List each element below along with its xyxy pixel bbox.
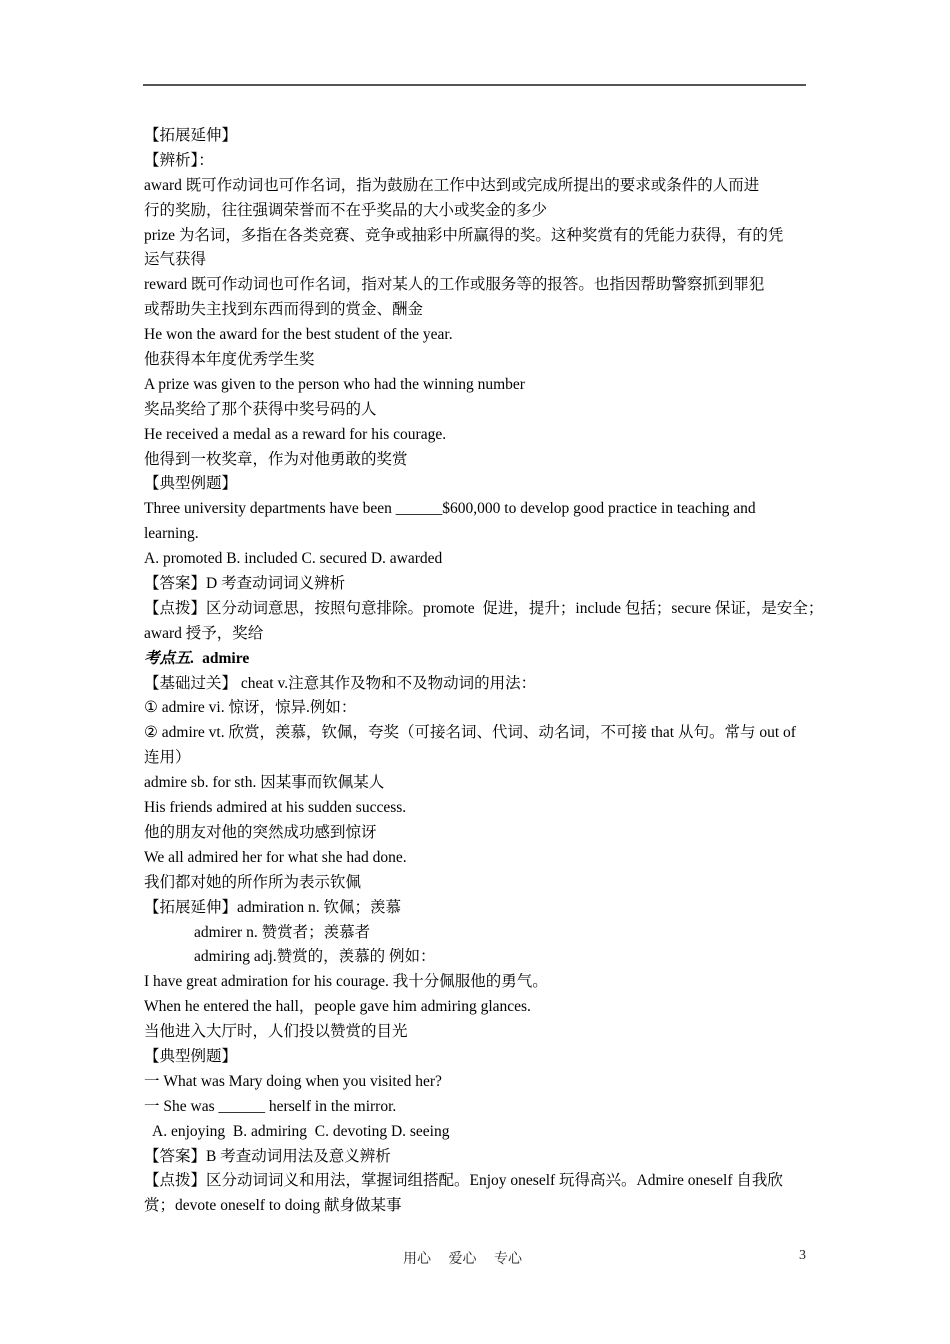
section-title <box>144 647 816 672</box>
basics-heading: 【基础过关】 cheat v.注意其作及物和不及物动词的用法： <box>144 674 537 692</box>
footer-motto <box>403 1248 536 1268</box>
example-translation: 我们都对她的所作所为表示钦佩 <box>144 873 362 891</box>
example-sentence: We all admired her for what she had done. <box>144 848 407 866</box>
question-line-1: Three university departments have been ______$600,000 to develop good practice in teaching and <box>144 500 756 518</box>
extension-heading: 【拓展延伸】 <box>144 127 238 144</box>
extension-line-3: admiring adj.赞赏的，羡慕的 例如： <box>194 948 436 966</box>
example-sentence: He won the award for the best student of the year. <box>144 326 453 344</box>
hint-line-2: award 授予，奖给 <box>144 624 264 642</box>
usage-item-2-line-2: 连用） <box>144 749 191 767</box>
award-definition-line-1: award 既可作动词也可作名词，指为鼓励在工作中达到或完成所提出的要求或条件的人而进 <box>144 176 760 194</box>
usage-item-1: ① admire vi. 惊讶，惊异.例如： <box>144 699 357 717</box>
extension-example: When he entered the hall，people gave him admiring glances. <box>144 998 531 1016</box>
example-translation: 他的朋友对他的突然成功感到惊讶 <box>144 823 377 841</box>
hint-line-2: 赏；devote oneself to doing 献身做某事 <box>144 1197 402 1215</box>
phrase-line: admire sb. for sth. 因某事而钦佩某人 <box>144 774 385 792</box>
dialog-line-2: 一 She was ______ herself in the mirror. <box>144 1097 397 1115</box>
footer-motto-word: 专心 <box>494 1252 522 1267</box>
header-rule <box>143 84 806 86</box>
hint-line-1: 【点拨】区分动词意思，按照句意排除。promote 促进，提升；include 包括；secure 保证，是安全； <box>144 599 824 617</box>
example-translation: 他得到一枚奖章，作为对他勇敢的奖赏 <box>144 450 408 468</box>
example-translation: 他获得本年度优秀学生奖 <box>144 351 315 369</box>
example-sentence: His friends admired at his sudden success. <box>144 799 407 817</box>
section-keyword: admire <box>202 649 250 667</box>
answer-options: A. promoted B. included C. secured D. awarded <box>144 550 443 568</box>
award-definition-line-2: 行的奖励，往往强调荣誉而不在乎奖品的大小或奖金的多少 <box>144 201 548 219</box>
example-sentence: He received a medal as a reward for his courage. <box>144 425 447 443</box>
question-line-2: learning. <box>144 525 199 543</box>
prize-definition-line-2: 运气获得 <box>144 251 207 269</box>
section-number: 考点五. <box>144 649 195 667</box>
reward-definition-line-1: reward 既可作动词也可作名词，指对某人的工作或服务等的报答。也指因帮助警察抓到罪犯 <box>144 276 765 294</box>
page-number: 3 <box>799 1248 806 1263</box>
typical-example-heading: 【典型例题】 <box>144 1047 238 1065</box>
document-body <box>144 124 824 1219</box>
dialog-line-1: 一 What was Mary doing when you visited her? <box>144 1072 442 1090</box>
answer-key: 【答案】B 考查动词用法及意义辨析 <box>144 1147 391 1165</box>
prize-definition-line-1: prize 为名词，多指在各类竞赛、竞争或抽彩中所赢得的奖。这种奖赏有的凭能力获得，有的凭 <box>144 226 784 244</box>
footer-motto-word: 爱心 <box>448 1252 477 1267</box>
typical-example-heading: 【典型例题】 <box>144 475 238 493</box>
extension-line-1: 【拓展延伸】admiration n. 钦佩；羡慕 <box>144 898 402 916</box>
footer-motto-word: 用心 <box>403 1252 431 1267</box>
analysis-heading: 【辨析】： <box>144 151 214 169</box>
extension-example: I have great admiration for his courage. 我十分佩服他的勇气。 <box>144 973 548 991</box>
reward-definition-line-2: 或帮助失主找到东西而得到的赏金、酬金 <box>144 301 424 319</box>
example-sentence: A prize was given to the person who had the winning number <box>144 375 525 393</box>
hint-line-1: 【点拨】区分动词词义和用法，掌握词组搭配。Enjoy oneself 玩得高兴。Admire oneself 自我欣 <box>144 1172 783 1190</box>
extension-example-translation: 当他进入大厅时，人们投以赞赏的目光 <box>144 1023 408 1041</box>
answer-options: A. enjoying B. admiring C. devoting D. seeing <box>152 1122 450 1140</box>
example-translation: 奖品奖给了那个获得中奖号码的人 <box>144 400 377 418</box>
usage-item-2-line-1: ② admire vt. 欣赏，羡慕，钦佩，夸奖（可接名词、代词、动名词，不可接 that 从句。常与 out of <box>144 724 796 742</box>
extension-line-2: admirer n. 赞赏者；羡慕者 <box>194 923 371 941</box>
answer-key: 【答案】D 考查动词词义辨析 <box>144 575 346 593</box>
